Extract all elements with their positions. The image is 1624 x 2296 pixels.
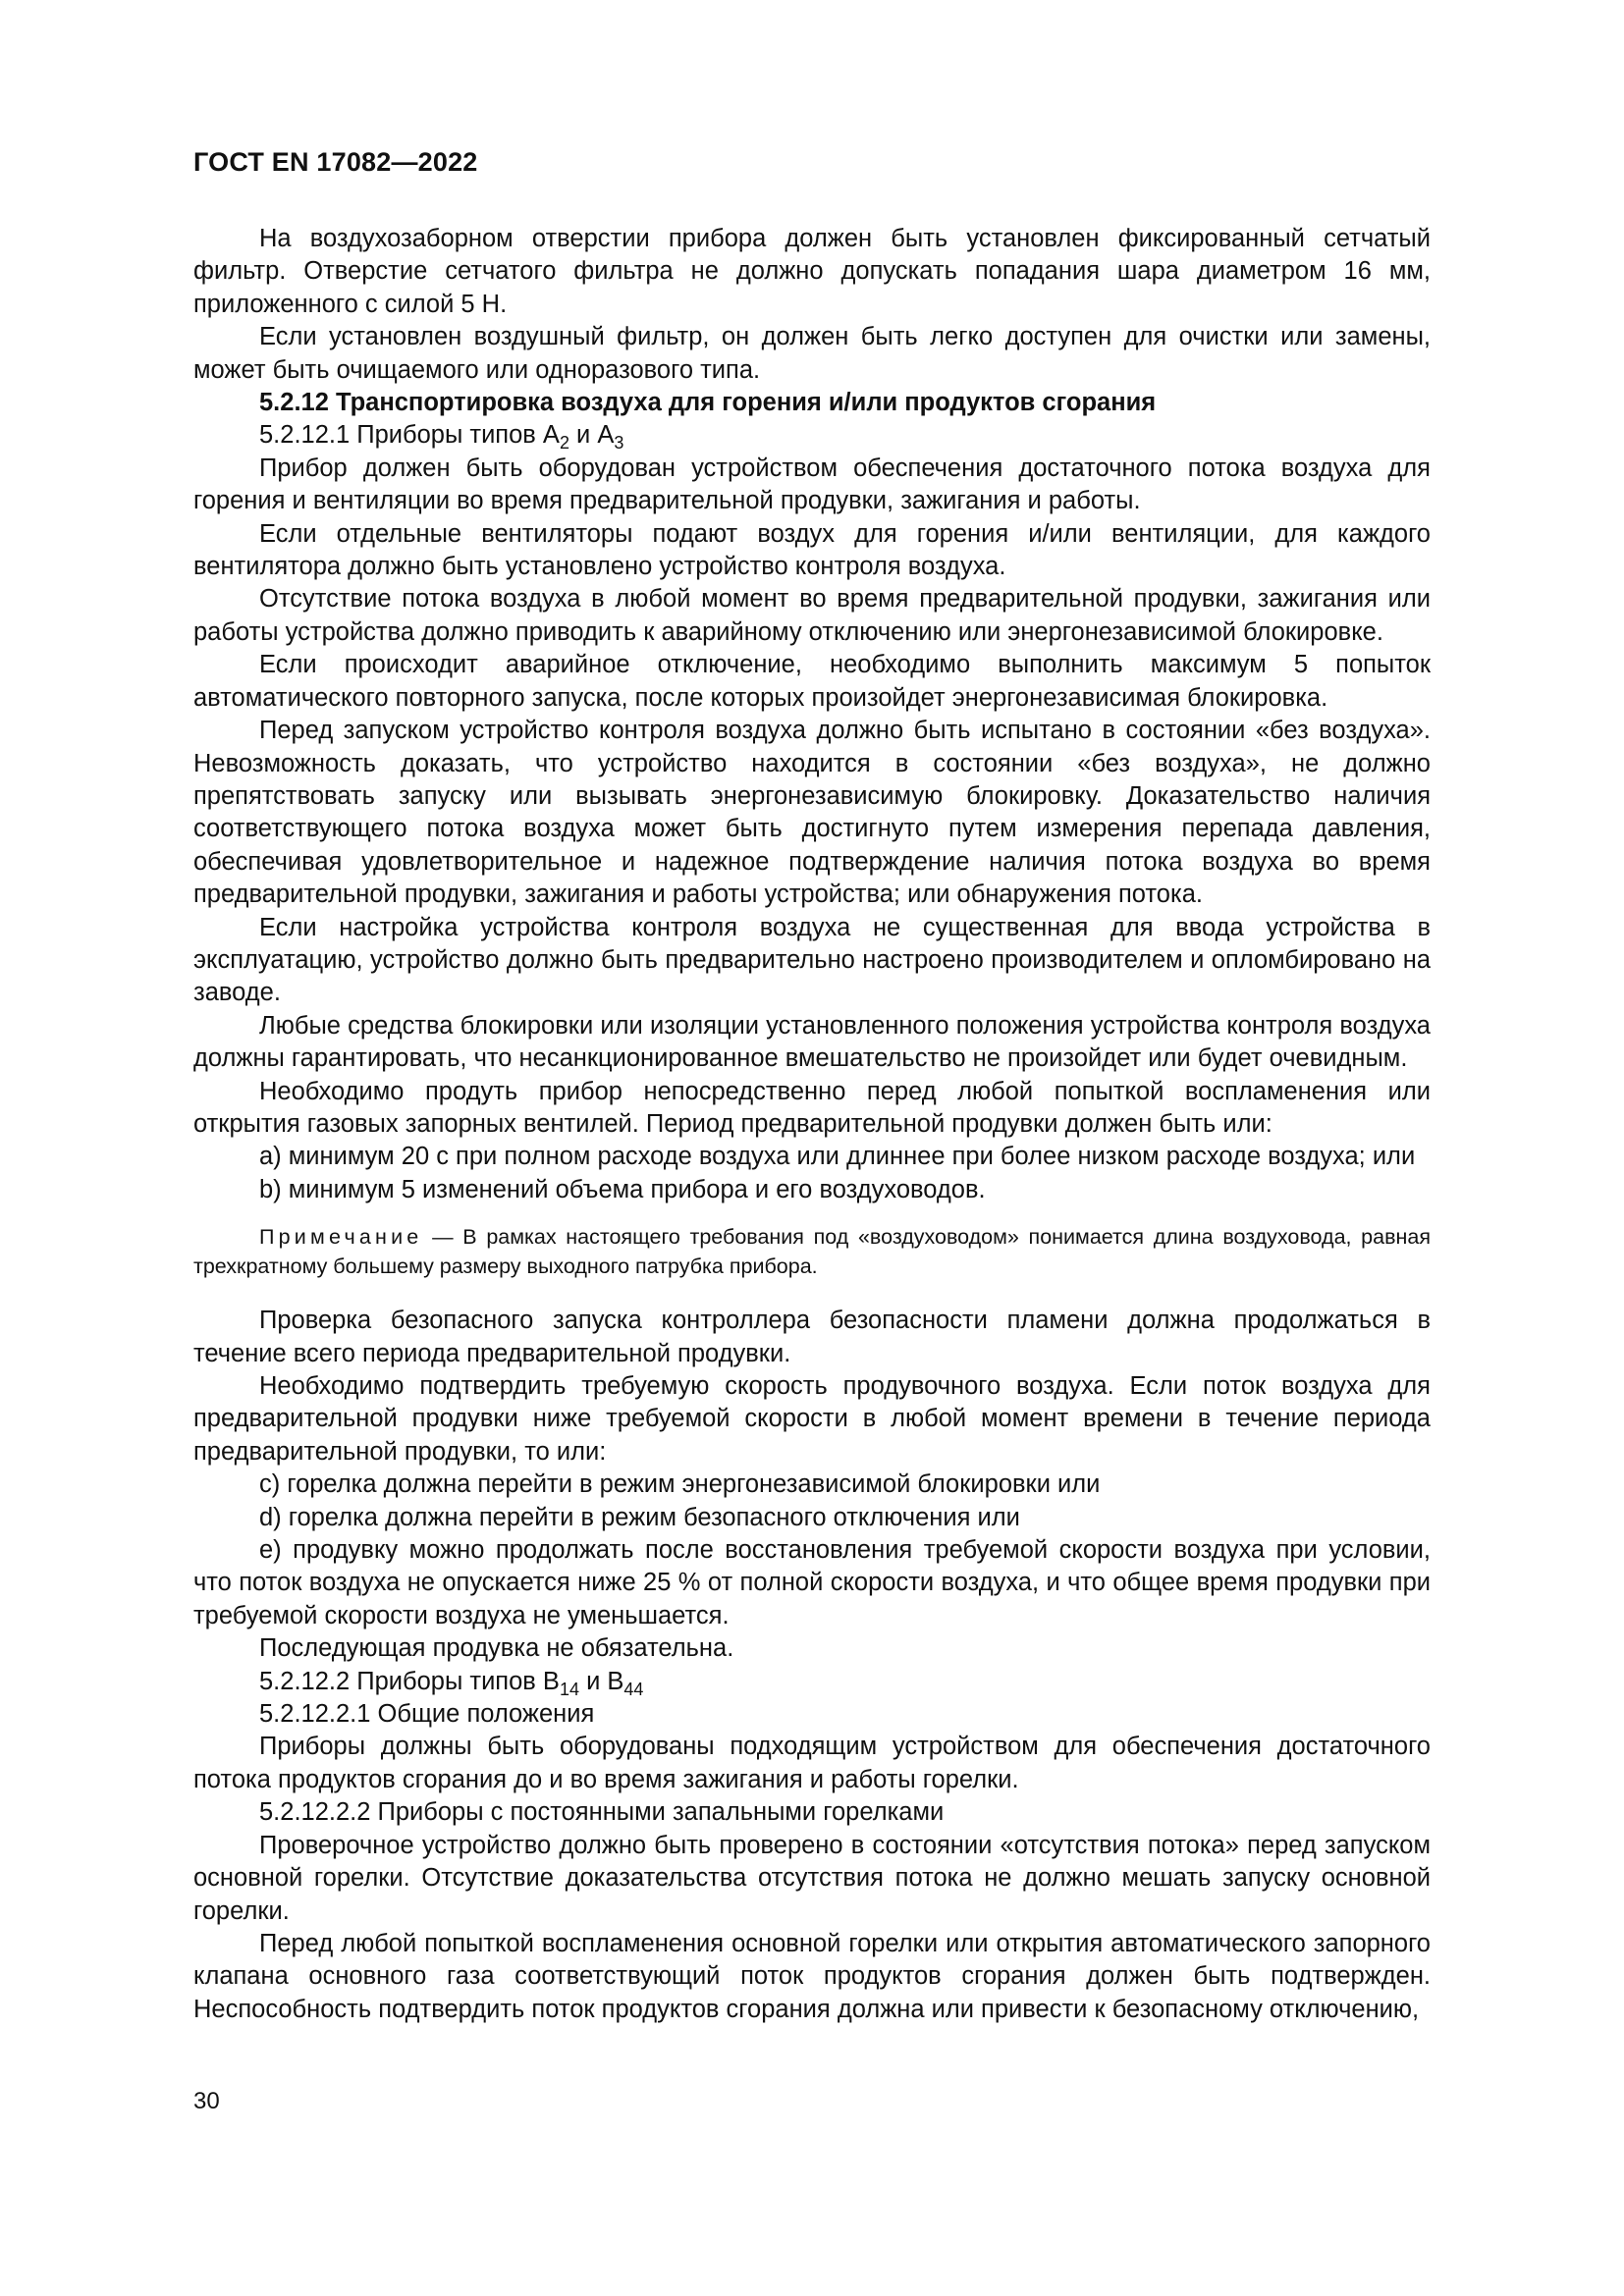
list-item: c) горелка должна перейти в режим энергонезависимой блокировки или (259, 1470, 1101, 1499)
paragraph: Приборы должны быть оборудованы подходящим устройством для обеспечения достаточного потока продуктов сгорания до и во время зажигания и работы горелки. (193, 1733, 1431, 1793)
subscript: 14 (559, 1679, 579, 1699)
subsection-text: и B (578, 1667, 624, 1695)
list-item: d) горелка должна перейти в режим безопасного отключения или (259, 1503, 1020, 1531)
subsection-text: 5.2.12.2 Приборы типов B (259, 1667, 560, 1695)
list-item: b) минимум 5 изменений объема прибора и его воздуховодов. (259, 1175, 986, 1203)
paragraph: Если отдельные вентиляторы подают воздух для горения и/или вентиляции, для каждого вентилятора должно быть установлено устройство контроля воздуха. (193, 519, 1431, 581)
paragraph: Если настройка устройства контроля воздуха не существенная для ввода устройства в эксплуатацию, устройство должно быть предварительно настроено производителем и опломбировано на заводе. (193, 913, 1431, 1007)
subscript: 3 (614, 433, 624, 454)
paragraph: Отсутствие потока воздуха в любой момент во время предварительной продувки, зажигания или работы устройства должно приводить к аварийному отключению или энергонезависимой блокировке. (193, 585, 1431, 646)
paragraph: Если установлен воздушный фильтр, он должен быть легко доступен для очистки или замены, может быть очищаемого или одноразового типа. (193, 323, 1431, 384)
subsection-title: 5.2.12.2.1 Общие положения (259, 1700, 595, 1729)
paragraph: Прибор должен быть оборудован устройством обеспечения достаточного потока воздуха для горения и вентиляции во время предварительной продувки, зажигания и работы. (193, 454, 1431, 515)
standard-header: ГОСТ EN 17082—2022 (193, 147, 478, 177)
paragraph: Последующая продувка не обязательна. (259, 1634, 734, 1663)
paragraph: Если происходит аварийное отключение, необходимо выполнить максимум 5 попыток автоматического повторного запуска, после которых произойдет энергонезависимая блокировка. (193, 651, 1431, 712)
paragraph: Необходимо подтвердить требуемую скорость продувочного воздуха. Если поток воздуха для предварительной продувки ниже требуемой скорости в любой момент времени в течение периода предварительной продувки, то или: (193, 1372, 1431, 1466)
note-text: — В рамках настоящего требования под «воздуховодом» понимается длина воздуховода, равная трехкратному большему размеру выходного патрубка прибора. (193, 1225, 1431, 1279)
paragraph: Проверка безопасного запуска контроллера безопасности пламени должна продолжаться в течение всего периода предварительной продувки. (193, 1307, 1431, 1367)
paragraph: На воздухозаборном отверстии прибора должен быть установлен фиксированный сетчатый фильтр. Отверстие сетчатого фильтра не должно допускать попадания шара диаметром 16 мм, приложенного с силой 5 Н. (193, 225, 1431, 318)
subscript: 2 (559, 433, 569, 454)
note-label: Примечание (259, 1225, 423, 1250)
list-item: e) продувку можно продолжать после восстановления требуемой скорости воздуха при условии, что поток воздуха не опускается ниже 25 % от полной скорости воздуха, и что общее время продувки при требуемой скорости воздуха не уменьшается. (193, 1536, 1431, 1629)
section-heading: 5.2.12 Транспортировка воздуха для горения и/или продуктов сгорания (259, 389, 1157, 417)
document-body (193, 223, 1431, 2026)
paragraph: Перед запуском устройство контроля воздуха должно быть испытано в состоянии «без воздуха». Невозможность доказать, что устройство находится в состоянии «без воздуха», не должно препятствовать запуску или вызывать энергонезависимую блокировку. Доказательство наличия соответствующего потока воздуха может быть достигнуто путем измерения перепада давления, обеспечивая удовлетворительное и надежное подтверждение наличия потока воздуха во время предварительной продувки, зажигания и работы устройства; или обнаружения потока. (193, 717, 1431, 909)
subscript: 44 (623, 1679, 644, 1699)
paragraph: Перед любой попыткой воспламенения основной горелки или открытия автоматического запорного клапана основного газа соответствующий поток продуктов сгорания должен быть подтвержден. Неспособность подтвердить поток продуктов сгорания должна или привести к безопасному отключению, (193, 1929, 1431, 2023)
subsection-text: 5.2.12.1 Приборы типов A (259, 421, 560, 450)
note (193, 1222, 1431, 1281)
paragraph: Проверочное устройство должно быть проверено в состоянии «отсутствия потока» перед запуском основной горелки. Отсутствие доказательства отсутствия потока не должно мешать запуску основной горелки. (193, 1831, 1431, 1925)
subsection-title: 5.2.12.2.2 Приборы с постоянными запальными горелками (259, 1798, 945, 1827)
subsection-text: и A (568, 421, 615, 450)
list-item: a) минимум 20 с при полном расходе воздуха или длиннее при более низком расходе воздуха; или (259, 1143, 1416, 1171)
subsection-title (193, 1666, 1431, 1698)
subsection-title (193, 419, 1431, 452)
paragraph: Необходимо продуть прибор непосредственно перед любой попыткой воспламенения или открытия газовых запорных вентилей. Период предварительной продувки должен быть или: (193, 1077, 1431, 1138)
page-number: 30 (193, 2088, 220, 2114)
paragraph: Любые средства блокировки или изоляции установленного положения устройства контроля воздуха должны гарантировать, что несанкционированное вмешательство не произойдет или будет очевидным. (193, 1011, 1431, 1073)
